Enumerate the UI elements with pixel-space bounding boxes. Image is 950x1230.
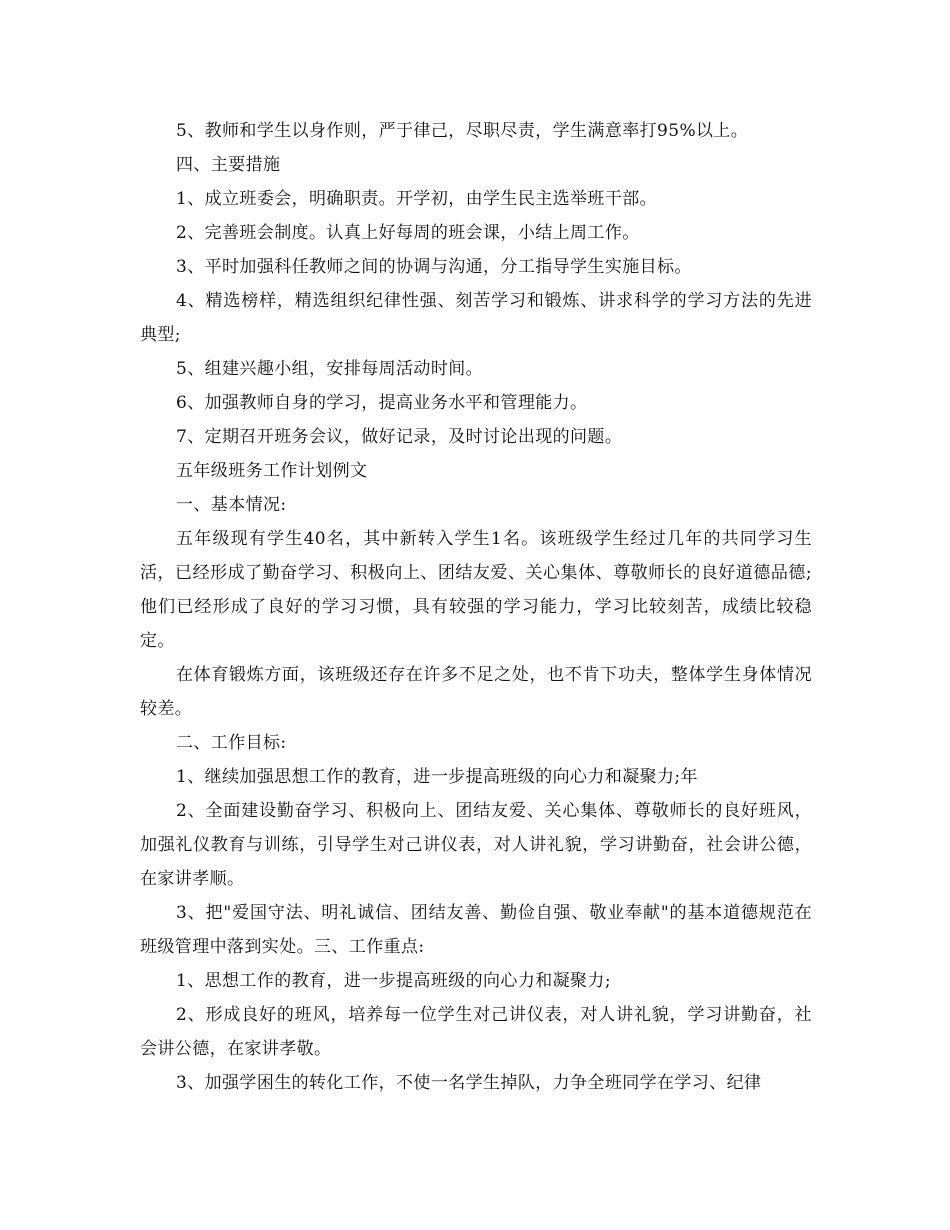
- paragraph: 1、成立班委会，明确职责。开学初，由学生民主选举班干部。: [176, 189, 658, 209]
- paragraph: 4、精选榜样，精选组织纪律性强、刻苦学习和锻炼、讲求科学的学习方法的先进典型;: [140, 291, 812, 345]
- paragraph: 2、形成良好的班风，培养每一位学生对己讲仪表，对人讲礼貌，学习讲勤奋，社会讲公德，在家讲孝敬。: [140, 1005, 812, 1059]
- paragraph: 1、思想工作的教育，进一步提高班级的向心力和凝聚力;: [176, 971, 611, 991]
- paragraph: 3、平时加强科任教师之间的协调与沟通，分工指导学生实施目标。: [176, 257, 692, 277]
- document-title: 五年级班务工作计划例文: [176, 461, 368, 481]
- paragraph: 7、定期召开班务会议，做好记录，及时讨论出现的问题。: [176, 427, 623, 447]
- paragraph: 3、加强学困生的转化工作，不使一名学生掉队，力争全班同学在学习、纪律: [176, 1073, 762, 1093]
- paragraph: 6、加强教师自身的学习，提高业务水平和管理能力。: [176, 393, 588, 413]
- paragraph: 5、组建兴趣小组，安排每周活动时间。: [176, 359, 484, 379]
- paragraph: 五年级现有学生40名，其中新转入学生1名。该班级学生经过几年的共同学习生活，已经形成了勤奋学习、积极向上、团结友爱、关心集体、尊敬师长的良好道德品德;他们已经形成了良好的学习习惯，具有较强的学习能力，学习比较刻苦，成绩比较稳定。: [140, 529, 812, 651]
- paragraph: 5、教师和学生以身作则，严于律己，尽职尽责，学生满意率打95%以上。: [176, 121, 749, 141]
- paragraph: 3、把"爱国守法、明礼诚信、团结友善、勤俭自强、敬业奉献"的基本道德规范在班级管理中落到实处。三、工作重点:: [140, 903, 812, 957]
- section-heading: 二、工作目标:: [176, 733, 287, 753]
- paragraph: 在体育锻炼方面，该班级还存在许多不足之处，也不肯下功夫，整体学生身体情况较差。: [140, 665, 812, 719]
- paragraph: 2、完善班会制度。认真上好每周的班会课，小结上周工作。: [176, 223, 640, 243]
- section-heading: 四、主要措施: [176, 155, 281, 175]
- paragraph: 1、继续加强思想工作的教育，进一步提高班级的向心力和凝聚力;年: [176, 767, 698, 787]
- document-body: [140, 114, 812, 1100]
- section-heading: 一、基本情况:: [176, 495, 287, 515]
- paragraph: 2、全面建设勤奋学习、积极向上、团结友爱、关心集体、尊敬师长的良好班风，加强礼仪教育与训练，引导学生对己讲仪表，对人讲礼貌，学习讲勤奋，社会讲公德，在家讲孝顺。: [140, 801, 812, 889]
